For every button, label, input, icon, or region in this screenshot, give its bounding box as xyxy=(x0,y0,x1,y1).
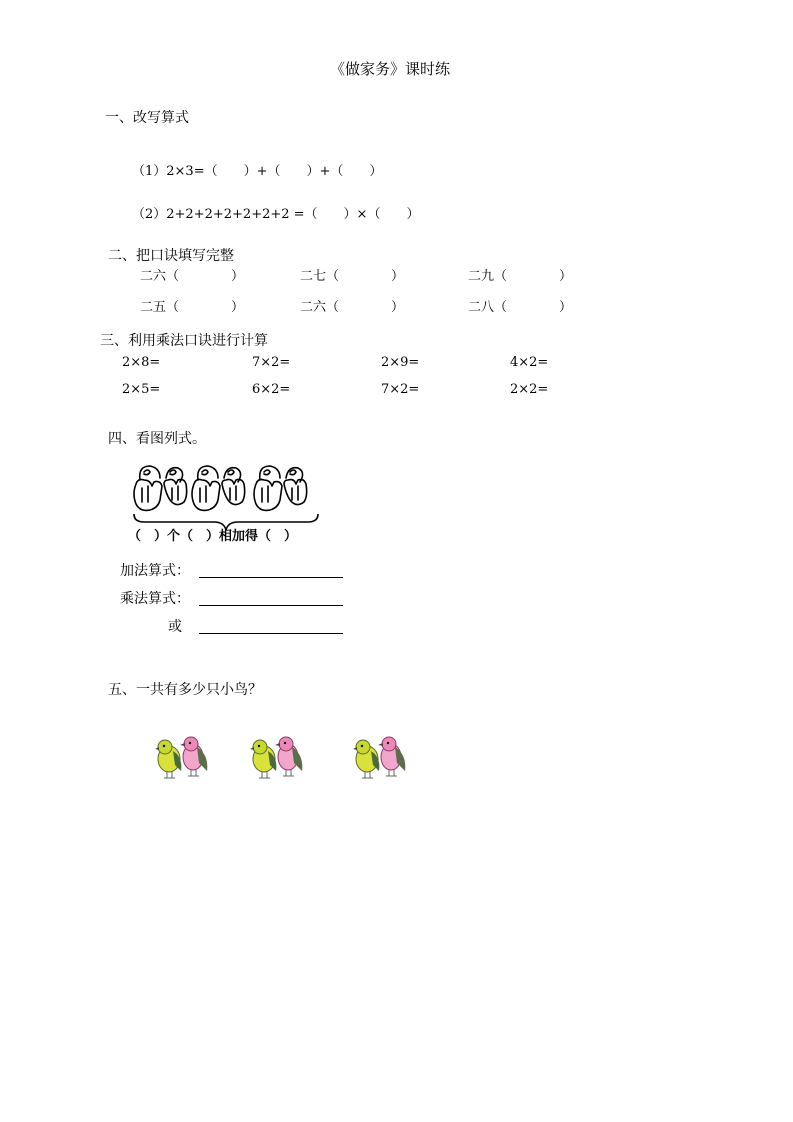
section-2-heading: 二、把口诀填写完整 xyxy=(108,248,234,264)
mnemonic-item: 二五（ ） xyxy=(140,300,245,315)
section-1-heading: 一、改写算式 xyxy=(105,110,189,126)
birds-illustration xyxy=(155,733,415,783)
alternative-answer-line[interactable] xyxy=(199,633,343,634)
calc-item: 2×5= xyxy=(122,382,161,397)
mnemonic-item: 二九（ ） xyxy=(468,269,573,284)
multiplication-label: 乘法算式： xyxy=(120,591,190,607)
calc-item: 2×8= xyxy=(122,355,161,370)
section-1-question-1: （1）2×3=（ ）+（ ）+（ ） xyxy=(132,164,383,179)
mnemonic-item: 二六（ ） xyxy=(300,300,405,315)
mnemonic-item: 二八（ ） xyxy=(468,300,573,315)
section-4-heading: 四、看图列式。 xyxy=(108,431,206,447)
section-1-question-2: （2）2+2+2+2+2+2+2 =（ ）×（ ） xyxy=(132,207,420,222)
mnemonic-item: 二七（ ） xyxy=(300,269,405,284)
calc-item: 4×2= xyxy=(510,355,549,370)
addition-answer-line[interactable] xyxy=(199,577,343,578)
gloves-illustration xyxy=(128,462,328,532)
calc-item: 2×2= xyxy=(510,382,549,397)
or-label: 或 xyxy=(168,619,182,635)
calc-item: 7×2= xyxy=(252,355,291,370)
gloves-caption: （ ）个（ ）相加得（ ） xyxy=(128,529,298,544)
calc-item: 7×2= xyxy=(381,382,420,397)
section-5-heading: 五、一共有多少只小鸟？ xyxy=(108,682,262,698)
page-title: 《做家务》课时练 xyxy=(330,60,451,78)
addition-label: 加法算式： xyxy=(120,563,190,579)
calc-item: 6×2= xyxy=(252,382,291,397)
section-3-heading: 三、利用乘法口诀进行计算 xyxy=(100,333,268,349)
multiplication-answer-line[interactable] xyxy=(199,605,343,606)
mnemonic-item: 二六（ ） xyxy=(140,269,245,284)
calc-item: 2×9= xyxy=(381,355,420,370)
